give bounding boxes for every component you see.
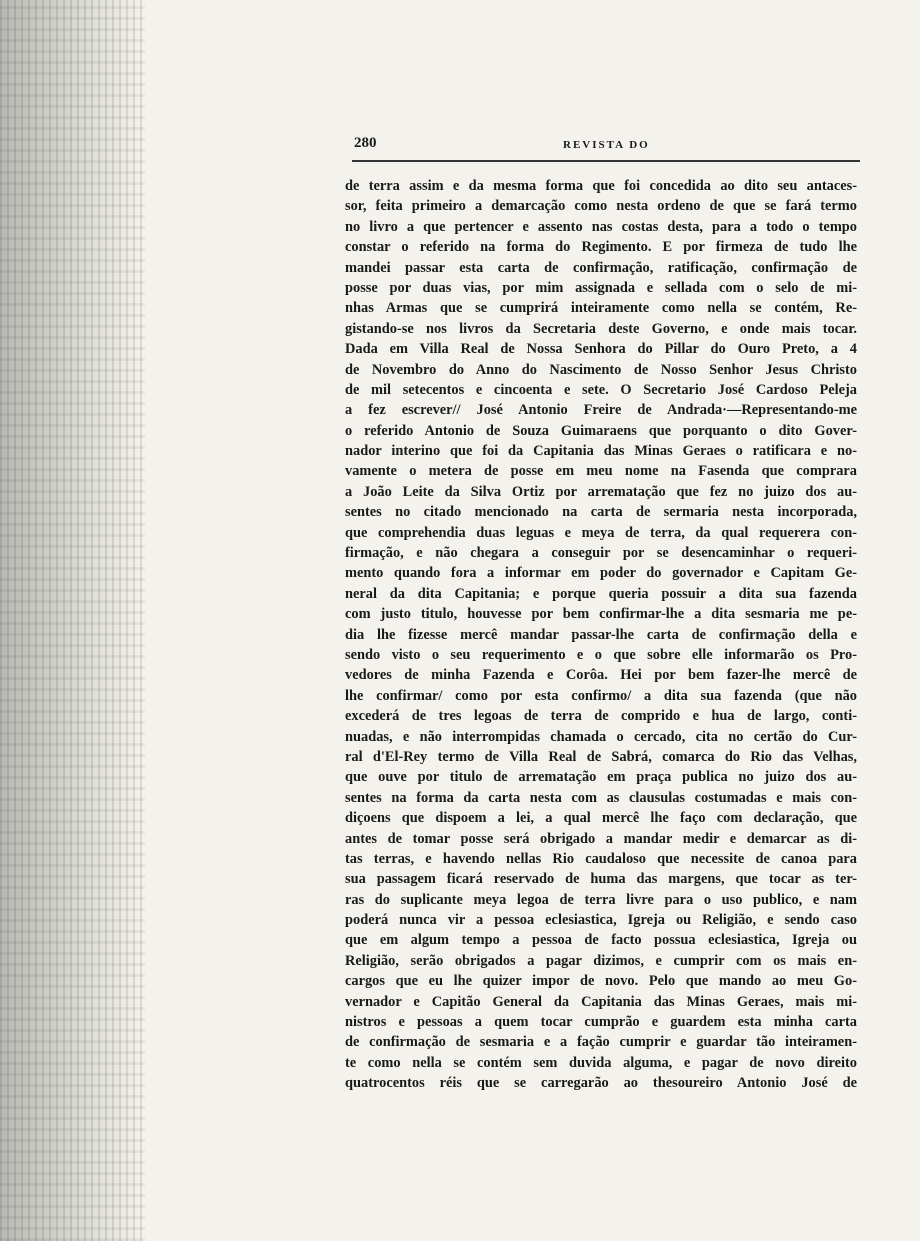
text-line: Religião, serão obrigados a pagar dizimos, e cumprir com os mais en- [345,952,857,969]
text-line: que ouve por titulo de arrematação em praça publica no juizo dos au- [345,769,857,786]
text-line: posse por duas vias, por mim assignada e sellada com o selo de mi- [345,279,857,296]
text-line: cargos que eu lhe quizer impor de novo. Pelo que mando ao meu Go- [345,973,857,990]
text-line: nhas Armas que se cumprirá inteiramente como nella se contém, Re- [345,300,857,317]
running-title: REVISTA DO [563,139,650,151]
text-line: sua passagem ficará reservado de huma das margens, que tocar as ter- [345,871,857,888]
text-line: te como nella se contém sem duvida alguma, e pagar de novo direito [345,1054,857,1071]
text-line: poderá nunca vir a pessoa eclesiastica, Igreja ou Religião, e sendo caso [345,912,857,929]
text-line: de confirmação de sesmaria e a fação cumprir e guardar tão inteiramen- [345,1034,857,1051]
text-line: lhe confirmar/ como por esta confirmo/ a dita sua fazenda (que não [345,687,857,704]
text-line: sentes na forma da carta nesta com as clausulas costumadas e mais con- [345,789,857,806]
header-rule [352,160,860,162]
text-line: o referido Antonio de Souza Guimaraens que porquanto o dito Gover- [345,422,857,439]
text-line: que em algum tempo a pessoa de facto possua eclesiastica, Igreja ou [345,932,857,949]
text-line: nistros e pessoas a quem tocar cumprão e guardem esta minha carta [345,1014,857,1031]
page-number: 280 [354,135,377,151]
text-line: dia lhe fizesse mercê mandar passar-lhe carta de confirmação della e [345,626,857,643]
text-line: constar o referido na forma do Regimento. E por firmeza de tudo lhe [345,239,857,256]
text-line: gistando-se nos livros da Secretaria deste Governo, e onde mais tocar. [345,320,857,337]
text-line: diçoens que dispoem a lei, a qual mercê lhe faço com declaração, que [345,810,857,827]
text-line: a fez escrever// José Antonio Freire de Andrada·—Representando-me [345,402,857,419]
text-line: tas terras, e havendo nellas Rio caudaloso que necessite de canoa para [345,850,857,867]
text-line: Dada em Villa Real de Nossa Senhora do Pillar do Ouro Preto, a 4 [345,341,857,358]
text-line: vamente o metera de posse em meu nome na Fasenda que comprara [345,463,857,480]
text-line: ras do suplicante meya legoa de terra livre para o uso publico, e nam [345,891,857,908]
text-line: de terra assim e da mesma forma que foi concedida ao dito seu antaces- [345,178,857,194]
text-line: com justo titulo, houvesse por bem confirmar-lhe a dita sesmaria me pe- [345,606,857,623]
text-line: sendo visto o seu requerimento e o que sobre elle informarão os Pro- [345,646,857,663]
text-line: no livro a que pertencer e assento nas costas desta, para a todo o tempo [345,218,857,235]
text-line: vedores de minha Fazenda e Corôa. Hei por bem fazer-lhe mercê de [345,667,857,684]
text-line: excederá de tres legoas de terra de comprido e hua de largo, conti- [345,708,857,725]
scanned-binding-edge [0,0,145,1241]
page-header [352,135,860,159]
text-line: sentes no citado mencionado na carta de sermaria nesta incorporada, [345,504,857,521]
text-line: mandei passar esta carta de confirmação, ratificação, confirmação de [345,259,857,276]
text-line: nador interino que foi da Capitania das Minas Geraes o ratificara e no- [345,443,857,460]
text-line: mento quando fora a informar em poder do governador e Capitam Ge- [345,565,857,582]
text-line: de Novembro do Anno do Nascimento de Nosso Senhor Jesus Christo [345,361,857,378]
text-line: ral d'El-Rey termo de Villa Real de Sabrá, comarca do Rio das Velhas, [345,748,857,765]
text-line: de mil setecentos e cincoenta e sete. O Secretario José Cardoso Peleja [345,381,857,398]
text-line: quatrocentos réis que se carregarão ao thesoureiro Antonio José de [345,1075,857,1092]
text-line: nuadas, e não interrompidas chamada o cercado, cita no certão do Cur- [345,728,857,745]
text-line: neral da dita Capitania; e porque queria possuir a dita sua fazenda [345,585,857,602]
text-line: vernador e Capitão General da Capitania das Minas Geraes, mais mi- [345,993,857,1010]
text-line: a João Leite da Silva Ortiz por arrematação que fez no juizo dos au- [345,483,857,500]
body-text [345,176,857,1094]
text-line: que comprehendia duas leguas e meya de terra, da qual requerera con- [345,524,857,541]
text-line: sor, feita primeiro a demarcação como nesta ordeno de que se fará termo [345,198,857,215]
text-line: firmação, e não chegara a conseguir por se desencaminhar o requeri- [345,545,857,562]
text-line: antes de tomar posse será obrigado a mandar medir e demarcar as di- [345,830,857,847]
